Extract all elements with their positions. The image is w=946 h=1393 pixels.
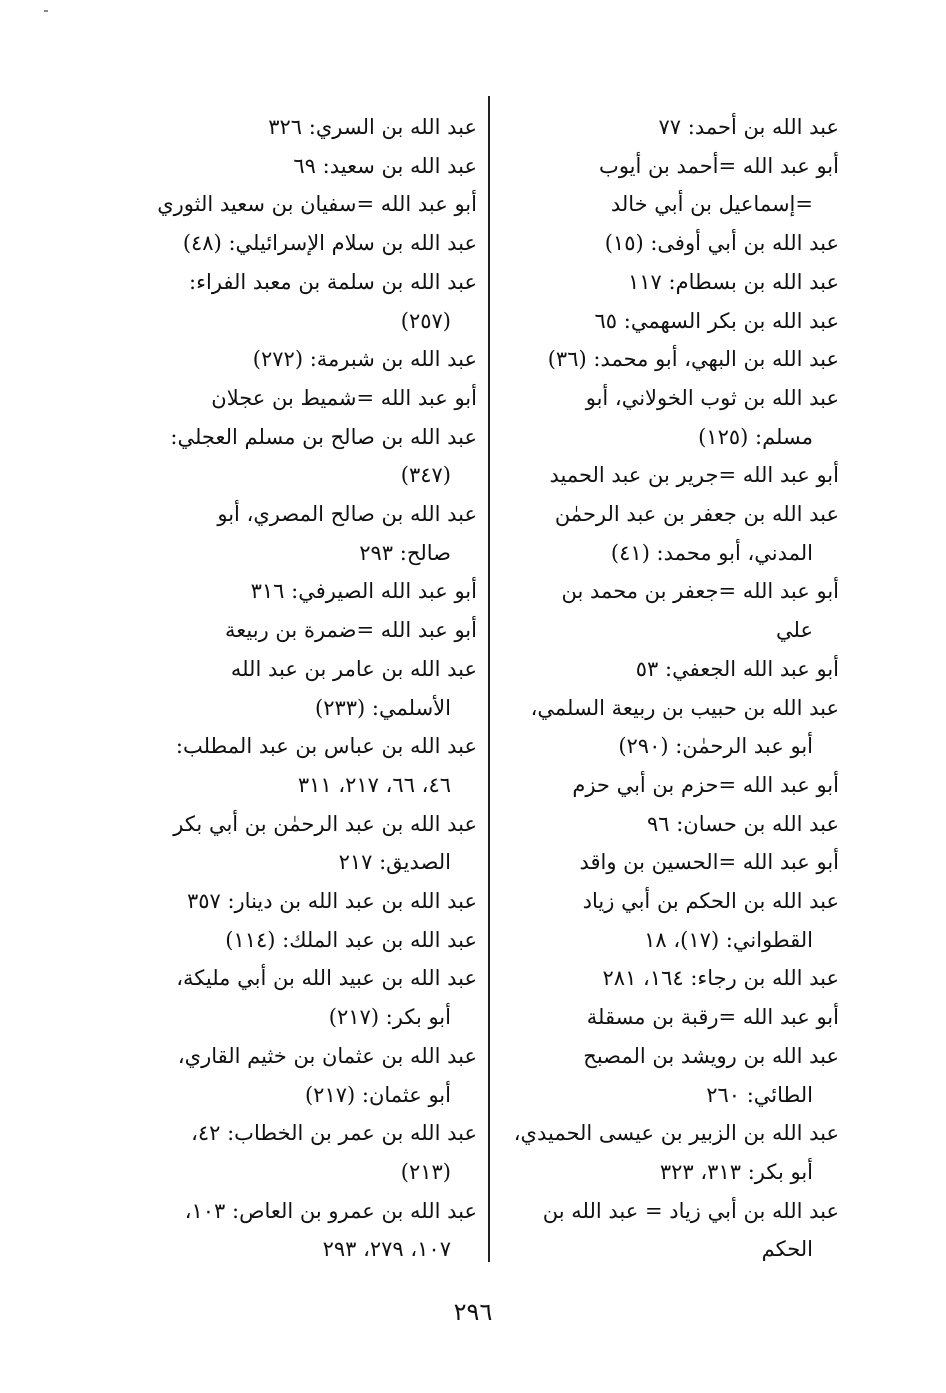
entry-continuation: القطواني: (١٧)، ١٨ xyxy=(644,927,813,952)
entry-line: عبد الله بن أبي أوفى: (١٥) xyxy=(604,231,839,256)
entry-line: أبو عبد الله =جعفر بن محمد بن xyxy=(561,579,839,604)
index-entry xyxy=(497,998,839,1037)
column-divider xyxy=(488,96,490,1262)
index-entry xyxy=(130,263,477,340)
entry-line: أبو عبد الله =ضمرة بن ربيعة xyxy=(225,618,477,643)
index-entry xyxy=(497,689,839,766)
entry-line: عبد الله بن عبد الله بن دينار: ٣٥٧ xyxy=(186,889,477,914)
entry-line: عبد الله بن رويشد بن المصبح xyxy=(583,1043,839,1068)
index-entry xyxy=(497,263,839,302)
entry-line: عبد الله بن عبد الرحمٰن بن أبي بكر xyxy=(173,811,477,836)
entry-continuation: الطائي: ٢٦٠ xyxy=(706,1082,813,1107)
entry-line: عبد الله بن سعيد: ٦٩ xyxy=(293,153,477,178)
entry-line: أبو عبد الله الصيرفي: ٣١٦ xyxy=(250,579,477,604)
entry-continuation: ١٠٧، ٢٧٩، ٢٩٣ xyxy=(322,1237,451,1262)
index-entry xyxy=(497,1037,839,1114)
index-entry xyxy=(130,572,477,611)
index-entry xyxy=(130,650,477,727)
entry-line: عبد الله بن جعفر بن عبد الرحمٰن xyxy=(554,502,839,527)
entry-continuation: (٢١٣) xyxy=(400,1159,451,1184)
entry-continuation: الحكم xyxy=(761,1237,813,1262)
index-entry xyxy=(130,1114,477,1191)
index-entry xyxy=(130,1192,477,1269)
entry-line: عبد الله بن سلمة بن معبد الفراء: xyxy=(189,269,477,294)
index-entry xyxy=(130,108,477,147)
entry-line: أبو عبد الله الجعفي: ٥٣ xyxy=(635,656,839,681)
entry-line: عبد الله بن عمرو بن العاص: ١٠٣، xyxy=(184,1198,477,1223)
index-entry xyxy=(130,611,477,650)
entry-line: أبو عبد الله =حزم بن أبي حزم xyxy=(572,772,839,797)
index-entry xyxy=(497,340,839,379)
index-entry xyxy=(497,302,839,341)
index-entry xyxy=(497,650,839,689)
entry-line: أبو عبد الله =الحسين بن واقد xyxy=(579,850,839,875)
entry-continuation: مسلم: (١٢٥) xyxy=(698,424,813,449)
entry-line: عبد الله بن البهي، أبو محمد: (٣٦) xyxy=(547,347,839,372)
index-entry xyxy=(497,572,839,649)
index-entry xyxy=(497,766,839,805)
entry-continuation: الصديق: ٢١٧ xyxy=(338,850,451,875)
index-entry xyxy=(130,224,477,263)
entry-line: عبد الله بن السري: ٣٢٦ xyxy=(268,115,477,139)
entry-continuation: ٤٦، ٦٦، ٢١٧، ٣١١ xyxy=(297,772,451,797)
entry-continuation: أبو بكر: ٣١٣، ٣٢٣ xyxy=(659,1159,813,1184)
entry-continuation: علي xyxy=(776,618,813,643)
entry-line: أبو عبد الله =سفيان بن سعيد الثوري xyxy=(157,192,477,217)
index-entry xyxy=(130,921,477,960)
entry-line: عبد الله بن أبي زياد = عبد الله بن xyxy=(542,1198,839,1223)
index-entry xyxy=(130,418,477,495)
entry-line: =إسماعيل بن أبي خالد xyxy=(610,192,813,217)
entry-line: عبد الله بن عبيد الله بن أبي مليكة، xyxy=(176,966,477,991)
entry-line: أبو عبد الله =شميط بن عجلان xyxy=(211,385,477,410)
entry-line: عبد الله بن سلام الإسرائيلي: (٤٨) xyxy=(182,231,477,256)
index-entry xyxy=(497,108,839,147)
index-entry xyxy=(497,805,839,844)
entry-continuation: (٢٥٧) xyxy=(400,308,451,333)
entry-line: عبد الله بن عثمان بن خثيم القاري، xyxy=(177,1043,477,1068)
entry-line: عبد الله بن الحكم بن أبي زياد xyxy=(582,889,839,914)
entry-line: عبد الله بن ثوب الخولاني، أبو xyxy=(585,385,839,410)
index-entry xyxy=(497,1114,839,1191)
entry-line: عبد الله بن عبد الملك: (١١٤) xyxy=(225,927,477,952)
entry-line: عبد الله بن رجاء: ١٦٤، ٢٨١ xyxy=(602,966,839,991)
entry-line: عبد الله بن عباس بن عبد المطلب: xyxy=(175,734,477,759)
index-entry xyxy=(497,147,839,186)
entry-continuation: (٣٤٧) xyxy=(400,463,451,488)
index-entry xyxy=(130,727,477,804)
index-entry xyxy=(497,882,839,959)
index-entry xyxy=(130,185,477,224)
entry-continuation: المدني، أبو محمد: (٤١) xyxy=(610,540,813,565)
index-entry xyxy=(497,379,839,456)
entry-continuation: أبو عبد الرحمٰن: (٢٩٠) xyxy=(618,734,813,759)
entry-line: عبد الله بن بسطام: ١١٧ xyxy=(628,269,839,294)
index-entry xyxy=(130,340,477,379)
entry-line: عبد الله بن عمر بن الخطاب: ٤٢، xyxy=(191,1121,477,1146)
index-entry xyxy=(497,959,839,998)
entry-line: أبو عبد الله =أحمد بن أيوب xyxy=(599,153,839,178)
index-entry xyxy=(497,843,839,882)
index-entry xyxy=(497,185,839,224)
page-number: ٢٩٦ xyxy=(453,1298,493,1326)
entry-continuation: صالح: ٢٩٣ xyxy=(359,540,451,565)
index-entry xyxy=(130,805,477,882)
index-entry xyxy=(497,495,839,572)
entry-line: عبد الله بن صالح المصري، أبو xyxy=(217,502,477,527)
index-entry xyxy=(130,495,477,572)
entry-continuation: أبو عثمان: (٢١٧) xyxy=(304,1082,451,1107)
entry-line: عبد الله بن شبرمة: (٢٧٢) xyxy=(252,347,477,372)
entry-line: عبد الله بن أحمد: ٧٧ xyxy=(658,115,839,139)
scan-mark xyxy=(44,10,48,12)
index-column-left xyxy=(130,108,477,1269)
index-entry xyxy=(130,1037,477,1114)
entry-line: عبد الله بن بكر السهمي: ٦٥ xyxy=(594,308,839,333)
index-entry xyxy=(130,882,477,921)
entry-line: عبد الله بن صالح بن مسلم العجلي: xyxy=(170,424,477,449)
index-column-right xyxy=(497,108,839,1269)
entry-line: عبد الله بن الزبير بن عيسى الحميدي، xyxy=(513,1121,839,1146)
index-entry xyxy=(130,147,477,186)
entry-line: عبد الله بن حبيب بن ربيعة السلمي، xyxy=(530,695,839,720)
index-entry xyxy=(497,224,839,263)
index-entry xyxy=(130,959,477,1036)
index-entry xyxy=(497,456,839,495)
entry-line: أبو عبد الله =جرير بن عبد الحميد xyxy=(549,463,839,488)
index-entry xyxy=(497,1192,839,1269)
index-entry xyxy=(130,379,477,418)
entry-continuation: أبو بكر: (٢١٧) xyxy=(328,1005,451,1030)
entry-line: عبد الله بن حسان: ٩٦ xyxy=(646,811,839,836)
entry-line: أبو عبد الله =رقبة بن مسقلة xyxy=(586,1005,839,1030)
entry-line: عبد الله بن عامر بن عبد الله xyxy=(230,656,477,681)
entry-continuation: الأسلمي: (٢٣٣) xyxy=(315,695,451,720)
